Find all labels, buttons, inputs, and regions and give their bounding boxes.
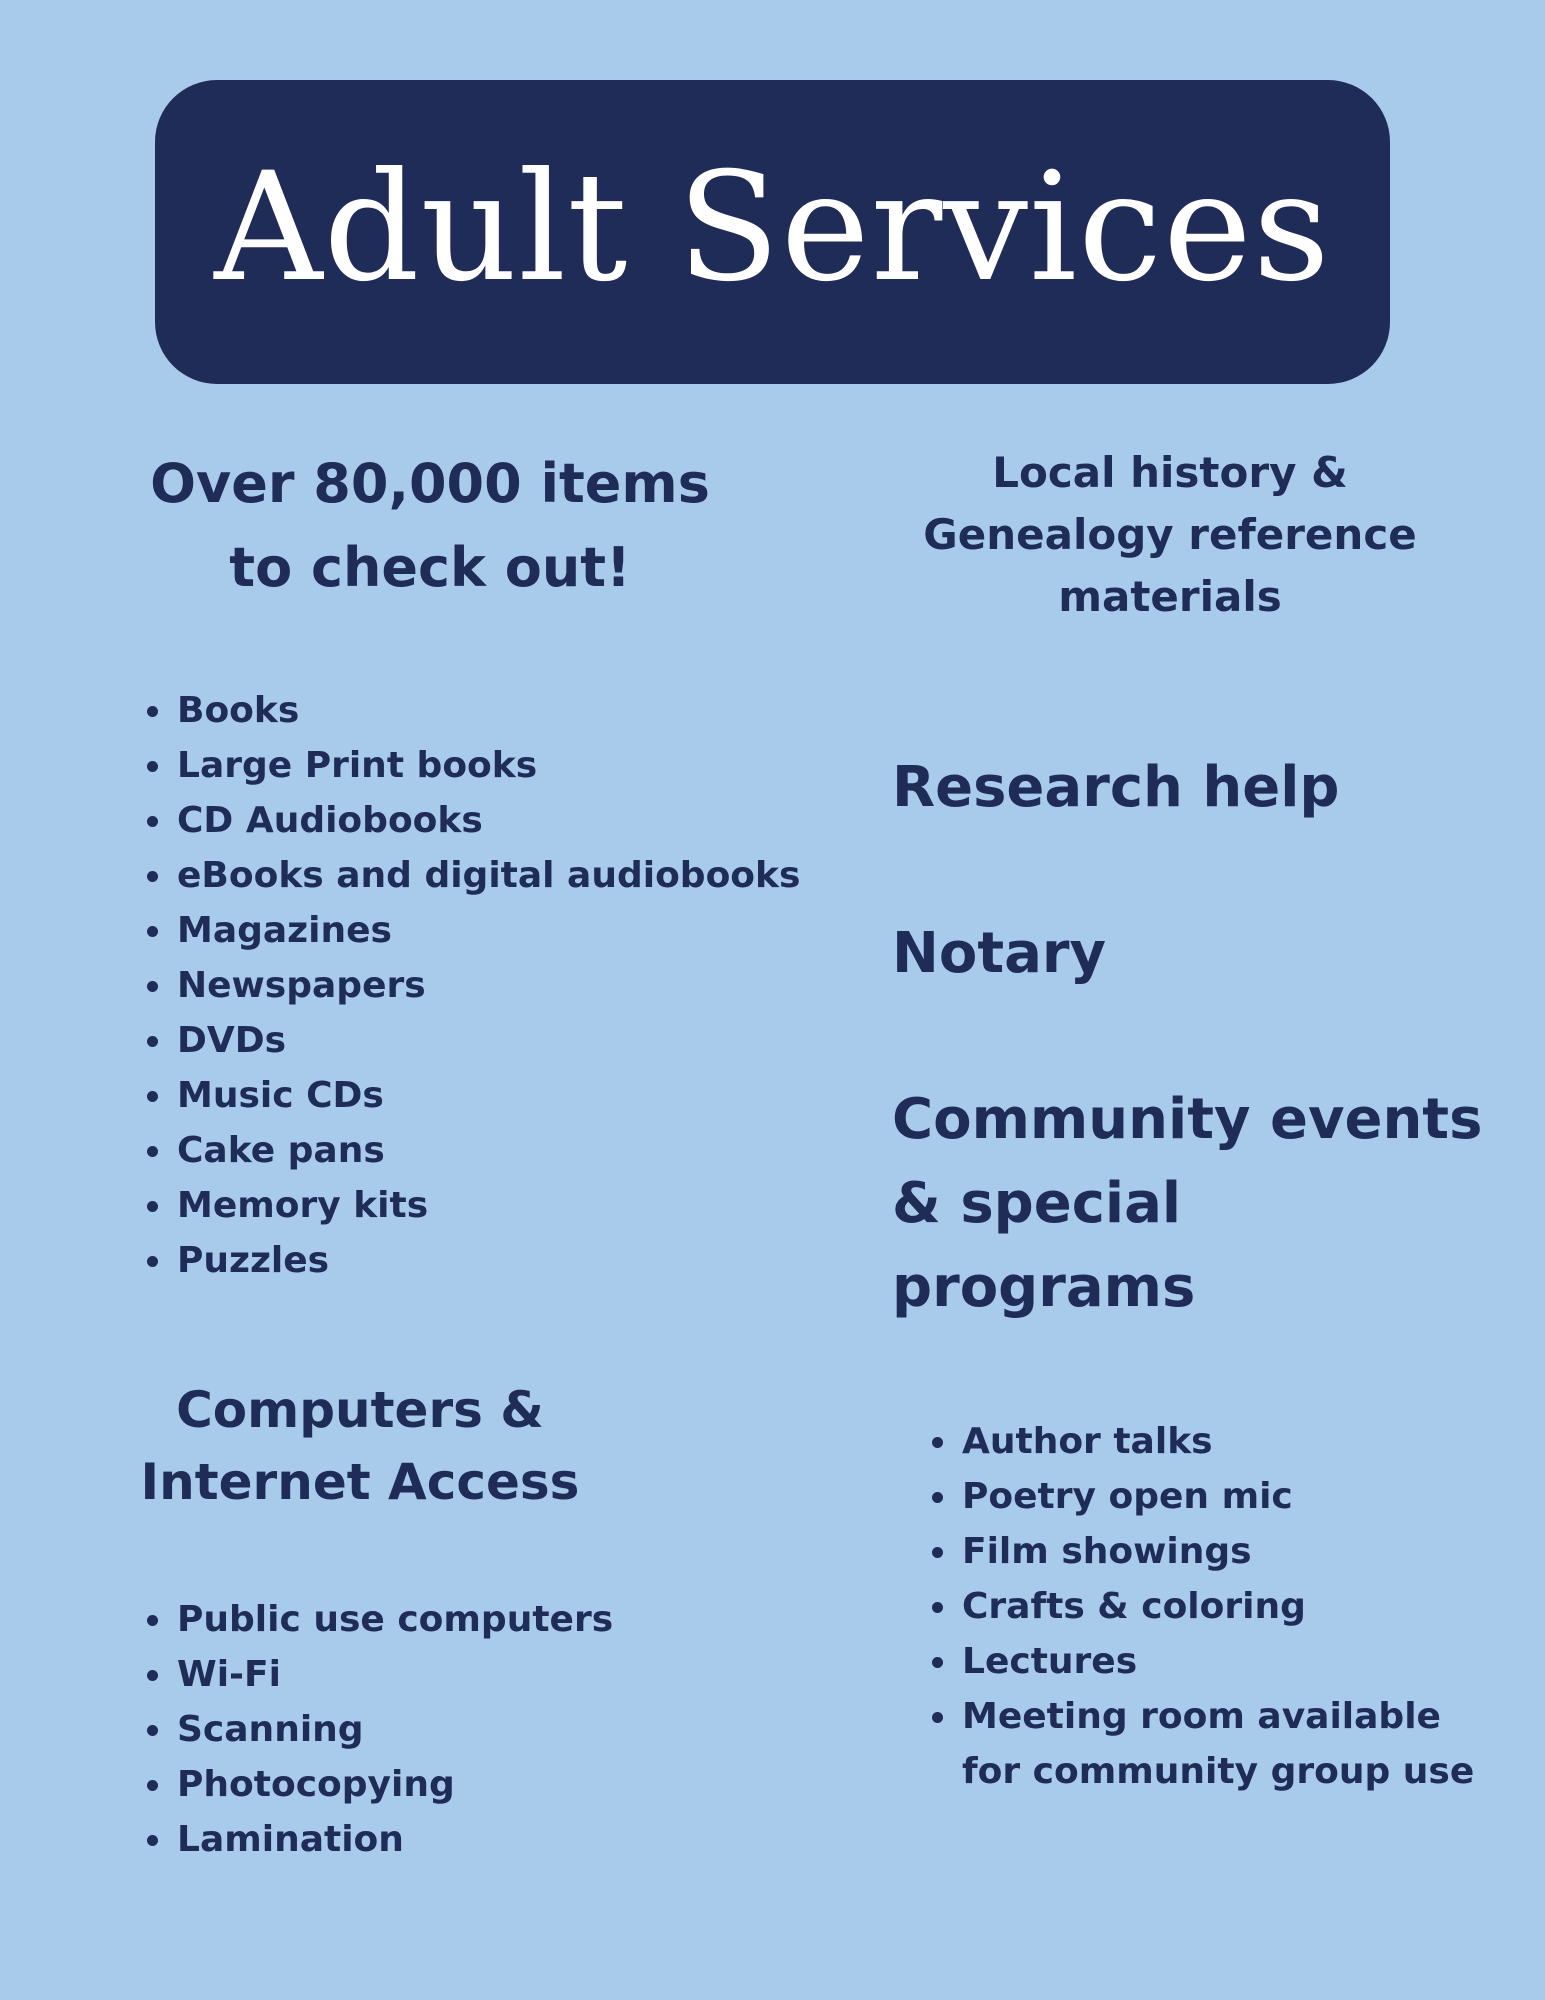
local-history-heading: Local history & Genealogy reference materials: [923, 448, 1417, 621]
list-item: • eBooks and digital audiobooks: [175, 848, 855, 903]
research-help-heading: Research help: [892, 755, 1340, 820]
list-item: • Crafts & coloring: [960, 1579, 1500, 1634]
list-item: • Cake pans: [175, 1123, 855, 1178]
list-item: • Newspapers: [175, 958, 855, 1013]
list-item: • Photocopying: [175, 1757, 855, 1812]
computers-heading: Computers & Internet Access: [140, 1381, 580, 1511]
list-item: • Scanning: [175, 1702, 855, 1757]
list-item: • Magazines: [175, 903, 855, 958]
list-item: • Memory kits: [175, 1178, 855, 1233]
list-item: • Film showings: [960, 1524, 1500, 1579]
list-item: • Puzzles: [175, 1233, 855, 1288]
list-item: • Meeting room available for community group use: [960, 1689, 1500, 1799]
page-title: Adult Services: [214, 141, 1331, 315]
list-item: • Music CDs: [175, 1068, 855, 1123]
items-list: [130, 683, 855, 1288]
list-item: • Author talks: [960, 1414, 1500, 1469]
list-item: • CD Audiobooks: [175, 793, 855, 848]
list-item: • DVDs: [175, 1013, 855, 1068]
list-item: • Lamination: [175, 1812, 855, 1867]
events-list: [915, 1414, 1500, 1799]
notary-heading: Notary: [892, 921, 1107, 986]
list-item: • Large Print books: [175, 738, 855, 793]
community-events-heading: Community events & special programs: [892, 1087, 1483, 1320]
items-heading: Over 80,000 items to check out!: [150, 452, 710, 599]
title-banner: [155, 80, 1390, 384]
list-item: • Books: [175, 683, 855, 738]
list-item: • Wi-Fi: [175, 1647, 855, 1702]
list-item: • Lectures: [960, 1634, 1500, 1689]
list-item: • Poetry open mic: [960, 1469, 1500, 1524]
list-item: • Public use computers: [175, 1592, 855, 1647]
computers-list: [130, 1592, 855, 1867]
